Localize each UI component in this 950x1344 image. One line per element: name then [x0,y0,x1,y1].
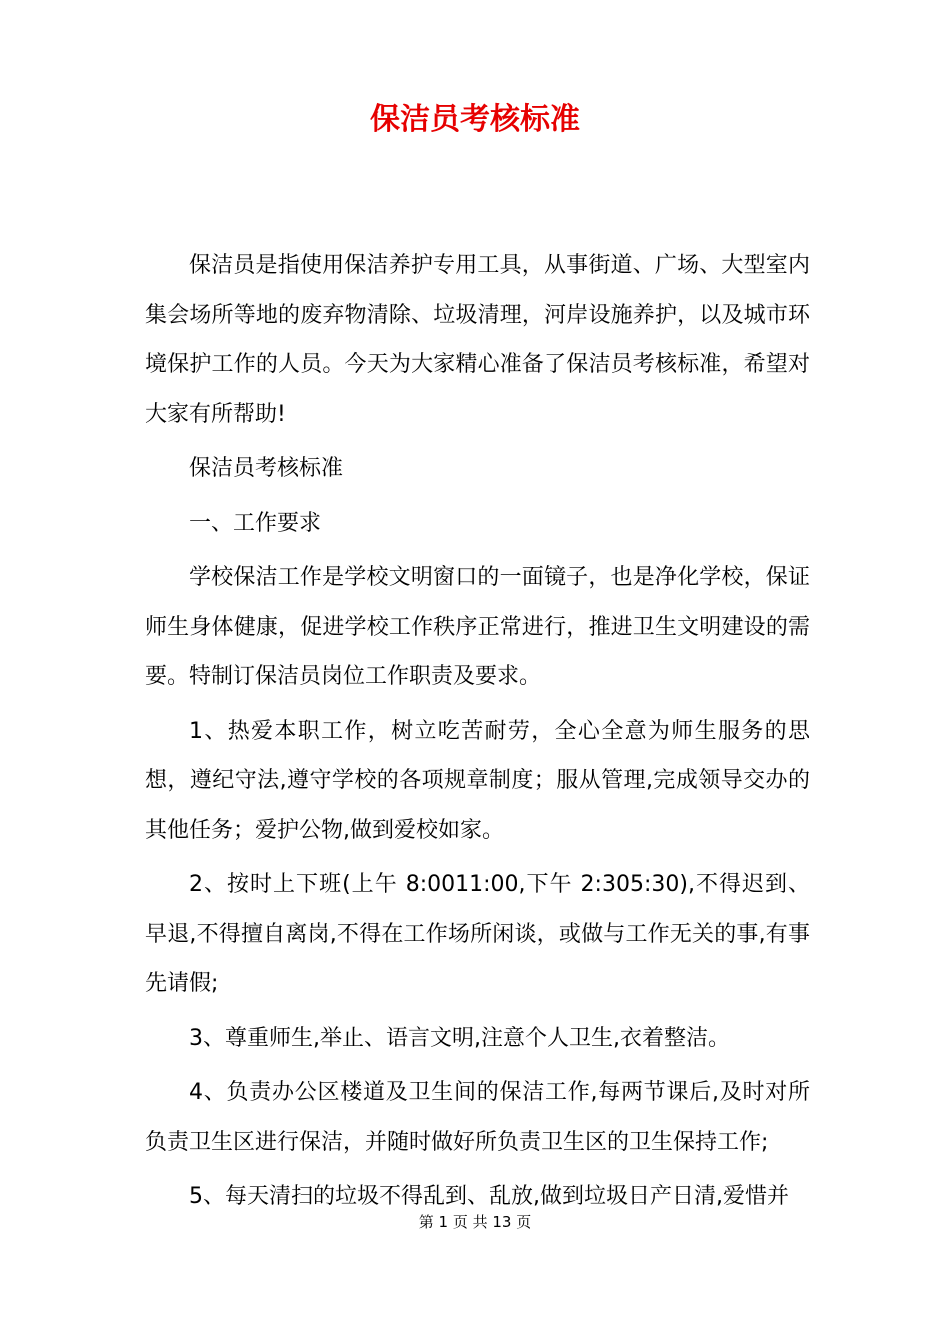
requirements-intro-paragraph: 学校保洁工作是学校文明窗口的一面镜子，也是净化学校，保证师生身体健康，促进学校工作秩序正常进行，推进卫生文明建设的需要。特制订保洁员岗位工作职责及要求。 [145,565,810,689]
requirement-item-3: 3、尊重师生,举止、语言文明,注意个人卫生,衣着整洁。 [189,1025,730,1051]
requirement-item-4: 4、负责办公区楼道及卫生间的保洁工作,每两节课后,及时对所负责卫生区进行保洁，并随时做好所负责卫生区的卫生保持工作; [145,1080,810,1155]
page-number-footer: 第 1 页 共 13 页 [418,1213,532,1231]
requirement-item-1: 1、热爱本职工作，树立吃苦耐劳，全心全意为师生服务的思想，遵纪守法,遵守学校的各项规章制度；服从管理,完成领导交办的其他任务；爱护公物,做到爱校如家。 [145,718,810,843]
requirement-item-2: 2、按时上下班(上午 8:0011:00,下午 2:305:30),不得迟到、早退,不得擅自离岗,不得在工作场所闲谈，或做与工作无关的事,有事先请假; [145,872,810,996]
section-heading: 保洁员考核标准 [189,456,344,481]
document-title: 保洁员考核标准 [370,102,580,137]
subsection-heading: 一、工作要求 [189,510,322,536]
document-body [145,241,810,1227]
intro-paragraph: 保洁员是指使用保洁养护专用工具，从事街道、广场、大型室内集会场所等地的废弃物清除、垃圾清理，河岸设施养护，以及城市环境保护工作的人员。今天为大家精心准备了保洁员考核标准，希望对大家有所帮助! [145,253,810,427]
requirement-item-5: 5、每天清扫的垃圾不得乱到、乱放,做到垃圾日产日清,爱惜并 [189,1184,789,1209]
